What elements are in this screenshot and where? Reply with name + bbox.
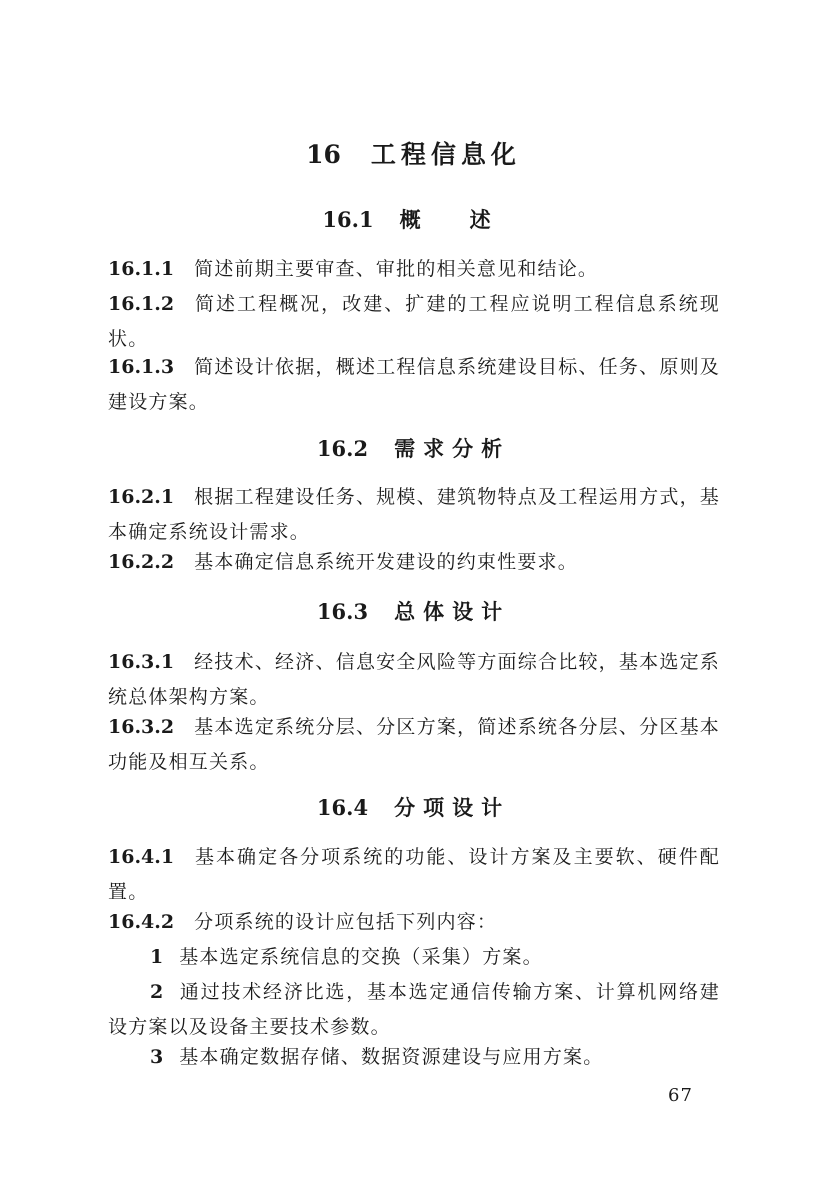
clause-number: 16.3.2 xyxy=(108,716,175,738)
chapter-title xyxy=(0,140,827,170)
clause-16-2-2 xyxy=(108,545,720,580)
list-item-3 xyxy=(108,1040,720,1075)
clause-text: 根据工程建设任务、规模、建筑物特点及工程运用方式，基本确定系统设计需求。 xyxy=(108,486,720,543)
clause-number: 16.4.1 xyxy=(108,846,175,868)
item-number: 3 xyxy=(150,1046,164,1068)
clause-16-2-1 xyxy=(108,480,720,550)
clause-text: 分项系统的设计应包括下列内容： xyxy=(194,911,498,933)
item-number: 1 xyxy=(150,946,164,968)
section-number: 16.3 xyxy=(316,599,369,624)
section-number: 16.1 xyxy=(322,207,374,232)
clause-text: 基本选定系统分层、分区方案，简述系统各分层、分区基本功能及相互关系。 xyxy=(108,716,720,773)
page-number: 67 xyxy=(668,1085,693,1106)
chapter-title-text: 工程信息化 xyxy=(370,140,521,169)
item-text: 基本确定数据存储、数据资源建设与应用方案。 xyxy=(179,1046,604,1068)
section-heading-16-4 xyxy=(0,793,827,823)
clause-number: 16.1.2 xyxy=(108,293,175,315)
clause-text: 简述前期主要审查、审批的相关意见和结论。 xyxy=(194,258,599,280)
clause-16-3-2 xyxy=(108,710,720,780)
clause-number: 16.4.2 xyxy=(108,911,175,933)
clause-text: 简述工程概况，改建、扩建的工程应说明工程信息系统现状。 xyxy=(108,293,720,350)
section-number: 16.2 xyxy=(316,436,369,461)
section-title: 需求分析 xyxy=(394,436,511,461)
clause-number: 16.2.1 xyxy=(108,486,175,508)
clause-16-1-2 xyxy=(108,287,720,357)
clause-16-4-1 xyxy=(108,840,720,910)
section-heading-16-3 xyxy=(0,597,827,627)
clause-number: 16.1.3 xyxy=(108,356,175,378)
clause-16-1-3 xyxy=(108,350,720,420)
section-number: 16.4 xyxy=(316,795,369,820)
clause-number: 16.3.1 xyxy=(108,651,175,673)
item-text: 通过技术经济比选，基本选定通信传输方案、计算机网络建设方案以及设备主要技术参数。 xyxy=(108,981,720,1038)
item-text: 基本选定系统信息的交换（采集）方案。 xyxy=(179,946,543,968)
section-title: 概 述 xyxy=(399,207,505,232)
clause-16-1-1 xyxy=(108,252,720,287)
clause-16-4-2 xyxy=(108,905,720,940)
chapter-number: 16 xyxy=(306,140,341,169)
list-item-2 xyxy=(108,975,720,1045)
item-number: 2 xyxy=(150,981,164,1003)
clause-text: 基本确定信息系统开发建设的约束性要求。 xyxy=(194,551,578,573)
section-heading-16-2 xyxy=(0,434,827,464)
clause-text: 基本确定各分项系统的功能、设计方案及主要软、硬件配置。 xyxy=(108,846,720,903)
clause-16-3-1 xyxy=(108,645,720,715)
clause-text: 经技术、经济、信息安全风险等方面综合比较，基本选定系统总体架构方案。 xyxy=(108,651,720,708)
list-item-1 xyxy=(108,940,720,975)
section-heading-16-1 xyxy=(0,205,827,235)
clause-text: 简述设计依据，概述工程信息系统建设目标、任务、原则及建设方案。 xyxy=(108,356,720,413)
section-title: 总体设计 xyxy=(394,599,511,624)
clause-number: 16.1.1 xyxy=(108,258,175,280)
clause-number: 16.2.2 xyxy=(108,551,175,573)
section-title: 分项设计 xyxy=(394,795,511,820)
